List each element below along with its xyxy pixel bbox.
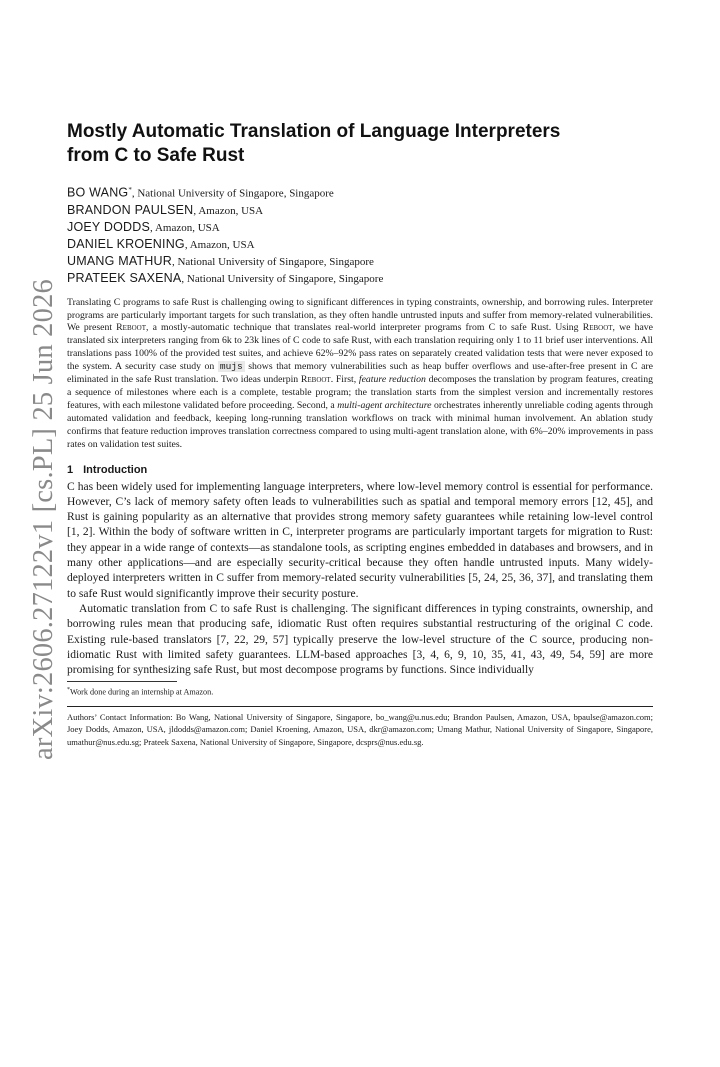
abstract-text: orchestrates inherently unreliable coding agents through automated validation and feedback, keeping long-running translation workflows on track with minimal human involvement. An ablation study confirms that feature reduction improves translation correctness compared to using multi-agent translation alone, with 6%–20% improvements in pass rates on validation test suites. [67, 399, 653, 450]
paper-page [67, 120, 653, 748]
emphasis-term: feature reduction [358, 374, 426, 386]
author-affiliation: , National University of Singapore, Singapore [181, 272, 384, 285]
paper-title [67, 120, 653, 168]
body-paragraph: Automatic translation from C to safe Rust is challenging. The significant differences in typing constraints, ownership, and borrowing rules mean that producing safe, idiomatic Rust often requires substantial restructuring of the original C code. Existing rule-based translators [7, 22, 29, 57] typically preserve the low-level structure of the C source, producing non-idiomatic Rust with limited safety guarantees. LLM-based approaches [3, 4, 6, 9, 10, 35, 41, 43, 49, 54, 59] are more promising for synthesizing safe Rust, but most decompose programs by functions. Since individually [67, 602, 653, 677]
author-entry [67, 219, 653, 236]
footnote-text: Work done during an internship at Amazon. [70, 688, 214, 698]
author-affiliation: , National University of Singapore, Singapore [131, 187, 334, 200]
author-entry [67, 182, 653, 202]
footnote-mark: * [67, 687, 70, 694]
abstract-text: Translating C programs to safe Rust is challenging owing to significant differences in typing constraints, ownership, and borrowing rules. Interpreter programs are particularly important targets for such translation, as they often handle untrusted inputs and suffer from memory-related vulnerabilities. We present [67, 296, 653, 334]
author-name: PRATEEK SAXENA [67, 270, 182, 285]
contact-rule [67, 706, 653, 707]
author-name: BO WANG [67, 185, 129, 200]
author-footnote-mark: * [128, 186, 132, 194]
emphasis-term: multi-agent architecture [337, 399, 432, 411]
system-name: Reboot [582, 322, 613, 334]
abstract-text: , we have translated six interpreters ranging from 6k to 23k lines of C code to safe Rust, with each translation requiring only 1 to 11 brief user interventions. All translations pass 100% of the provided test suites, and achieve 62%–92% pass rates on separately created validation tests that were never exposed to the system. A security case study on [67, 322, 654, 373]
paper-title-line-2: from C to Safe Rust [67, 145, 245, 166]
paper-title-line-1: Mostly Automatic Translation of Language Interpreters [67, 121, 561, 142]
author-affiliation: , Amazon, USA [150, 221, 220, 234]
author-entry [67, 270, 653, 287]
section-heading [67, 464, 653, 476]
abstract-text: decomposes the translation by program features, creating a sequence of milestones where each is a complete, testable program; the translation starts from the simplest version and incrementally restores features, with each milestone validated before proceeding. Second, a [67, 374, 653, 411]
abstract-text: shows that memory vulnerabilities such as heap buffer overflows and use-after-free present in C are eliminated in the safe Rust translation. Two ideas underpin [67, 361, 653, 386]
section-number: 1 [67, 463, 74, 476]
author-affiliation: , National University of Singapore, Singapore [171, 255, 374, 268]
author-entry [67, 236, 653, 253]
abstract-text: . First, [330, 374, 359, 386]
author-affiliation: , Amazon, USA [184, 238, 255, 251]
author-entry [67, 253, 653, 270]
abstract-text: , a mostly-automatic technique that translates real-world interpreter programs from C to safe Rust. Using [146, 322, 583, 334]
author-entry [67, 202, 653, 219]
section-title: Introduction [83, 463, 148, 476]
author-name: JOEY DODDS [67, 219, 151, 234]
author-name: DANIEL KROENING [67, 236, 185, 251]
body-paragraph: C has been widely used for implementing language interpreters, where low-level memory control is essential for performance. However, C’s lack of memory safety often leads to vulnerabilities such as spatial and temporal memory errors [12, 45], and Rust is gaining popularity as an alternative that provides strong memory safety guarantees while retaining low-level control [1, 2]. Within the body of software written in C, interpreter programs are particularly important targets for migration to Rust: they appear in a wide range of contexts—as standalone tools, as scripting engines embedded in databases and browsers, and in many other applications—and are especially security-critical because they often handle untrusted inputs. Many widely-deployed interpreters written in C suffer from memory-related security vulnerabilities [5, 24, 25, 36, 37], and translating them to safe Rust would significantly improve their security posture. [67, 480, 653, 600]
system-name: Reboot [300, 374, 331, 386]
footnote-rule [67, 681, 177, 682]
contact-information: Authors’ Contact Information: Bo Wang, National University of Singapore, Singapore, bo_wang@u.nus.edu; Brandon Paulsen, Amazon, USA, bpaulse@amazon.com; Joey Dodds, Amazon, USA, jldodds@amazon.com; Daniel Kroening, Amazon, USA, dkr@amazon.com; Umang Mathur, National University of Singapore, Singapore, umathur@nus.edu.sg; Prateek Saxena, National University of Singapore, Singapore, dcsprs@nus.edu.sg. [67, 712, 653, 747]
abstract [67, 297, 653, 452]
arxiv-identifier: arXiv:2606.27122v1 [cs.PL] 25 Jun 2026 [28, 279, 59, 760]
footnote [67, 685, 653, 698]
system-name: Reboot [116, 322, 147, 334]
inline-code: mujs [219, 361, 243, 373]
author-name: UMANG MATHUR [67, 253, 172, 268]
section-body [67, 480, 653, 679]
author-name: BRANDON PAULSEN [67, 202, 194, 217]
author-list [67, 182, 653, 287]
author-affiliation: , Amazon, USA [193, 204, 264, 217]
